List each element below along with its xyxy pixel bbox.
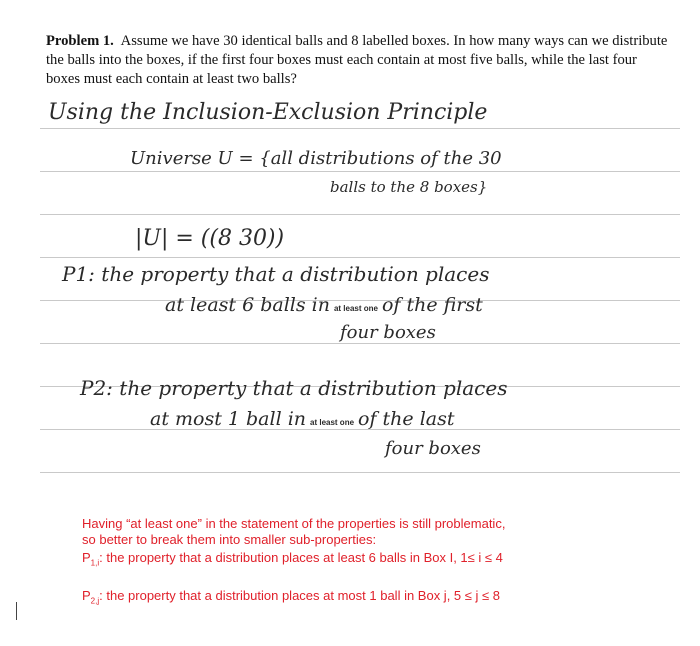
p1-line-2b: of the first xyxy=(381,294,483,316)
remark-p1-text: : the property that a distribution places at least 6 balls in Box I, 1≤ i ≤ 4 xyxy=(99,550,503,565)
p2-tag: at least one xyxy=(310,418,355,427)
p2-line-2a: at most 1 ball in xyxy=(150,408,307,430)
universe-count: |U| = ((8 30)) xyxy=(135,226,285,251)
remark-line-1: Having “at least one” in the statement of the properties is still problematic, xyxy=(82,516,506,531)
remark-p2 xyxy=(82,588,500,610)
problem-text: Assume we have 30 identical balls and 8 labelled boxes. In how many ways can we distribute the balls into the boxes, if the first four boxes must each contain at most five balls, while the last four boxes must each contain at least two balls? xyxy=(46,33,668,87)
remark-p2-text: : the property that a distribution places at most 1 ball in Box j, 5 ≤ j ≤ 8 xyxy=(99,588,500,603)
problem-statement xyxy=(46,32,674,89)
ruled-line xyxy=(40,343,680,344)
p1-line-2a: at least 6 balls in xyxy=(165,294,330,316)
p2-line-2b: of the last xyxy=(358,408,455,430)
ruled-line xyxy=(40,171,680,172)
remark-p2-label: P xyxy=(82,588,91,603)
ruled-line xyxy=(40,257,680,258)
p2-line-3: four boxes xyxy=(385,438,481,459)
remark-line-2: so better to break them into smaller sub-properties: xyxy=(82,532,377,547)
p1-tag: at least one xyxy=(333,304,378,313)
universe-line-1: Universe U = {all distributions of the 30 xyxy=(130,148,502,169)
ruled-line xyxy=(40,214,680,215)
remark-p2-sub: 2,j xyxy=(90,596,100,606)
p1-line-2 xyxy=(165,294,483,316)
text-cursor xyxy=(16,602,17,620)
remark-p1-label: P xyxy=(82,550,91,565)
problem-lead: Problem 1. xyxy=(46,33,114,49)
p2-line-1: P2: the property that a distribution places xyxy=(80,376,508,400)
p1-line-3: four boxes xyxy=(340,322,436,343)
universe-line-2: balls to the 8 boxes} xyxy=(330,178,488,196)
p2-line-2 xyxy=(150,408,455,430)
notes-heading: Using the Inclusion-Exclusion Principle xyxy=(48,100,488,125)
remark-p1 xyxy=(82,550,503,572)
ruled-line xyxy=(40,472,680,473)
remark-p1-sub: 1,i xyxy=(90,558,100,568)
p1-line-1: P1: the property that a distribution places xyxy=(62,262,490,286)
ruled-line xyxy=(40,128,680,129)
